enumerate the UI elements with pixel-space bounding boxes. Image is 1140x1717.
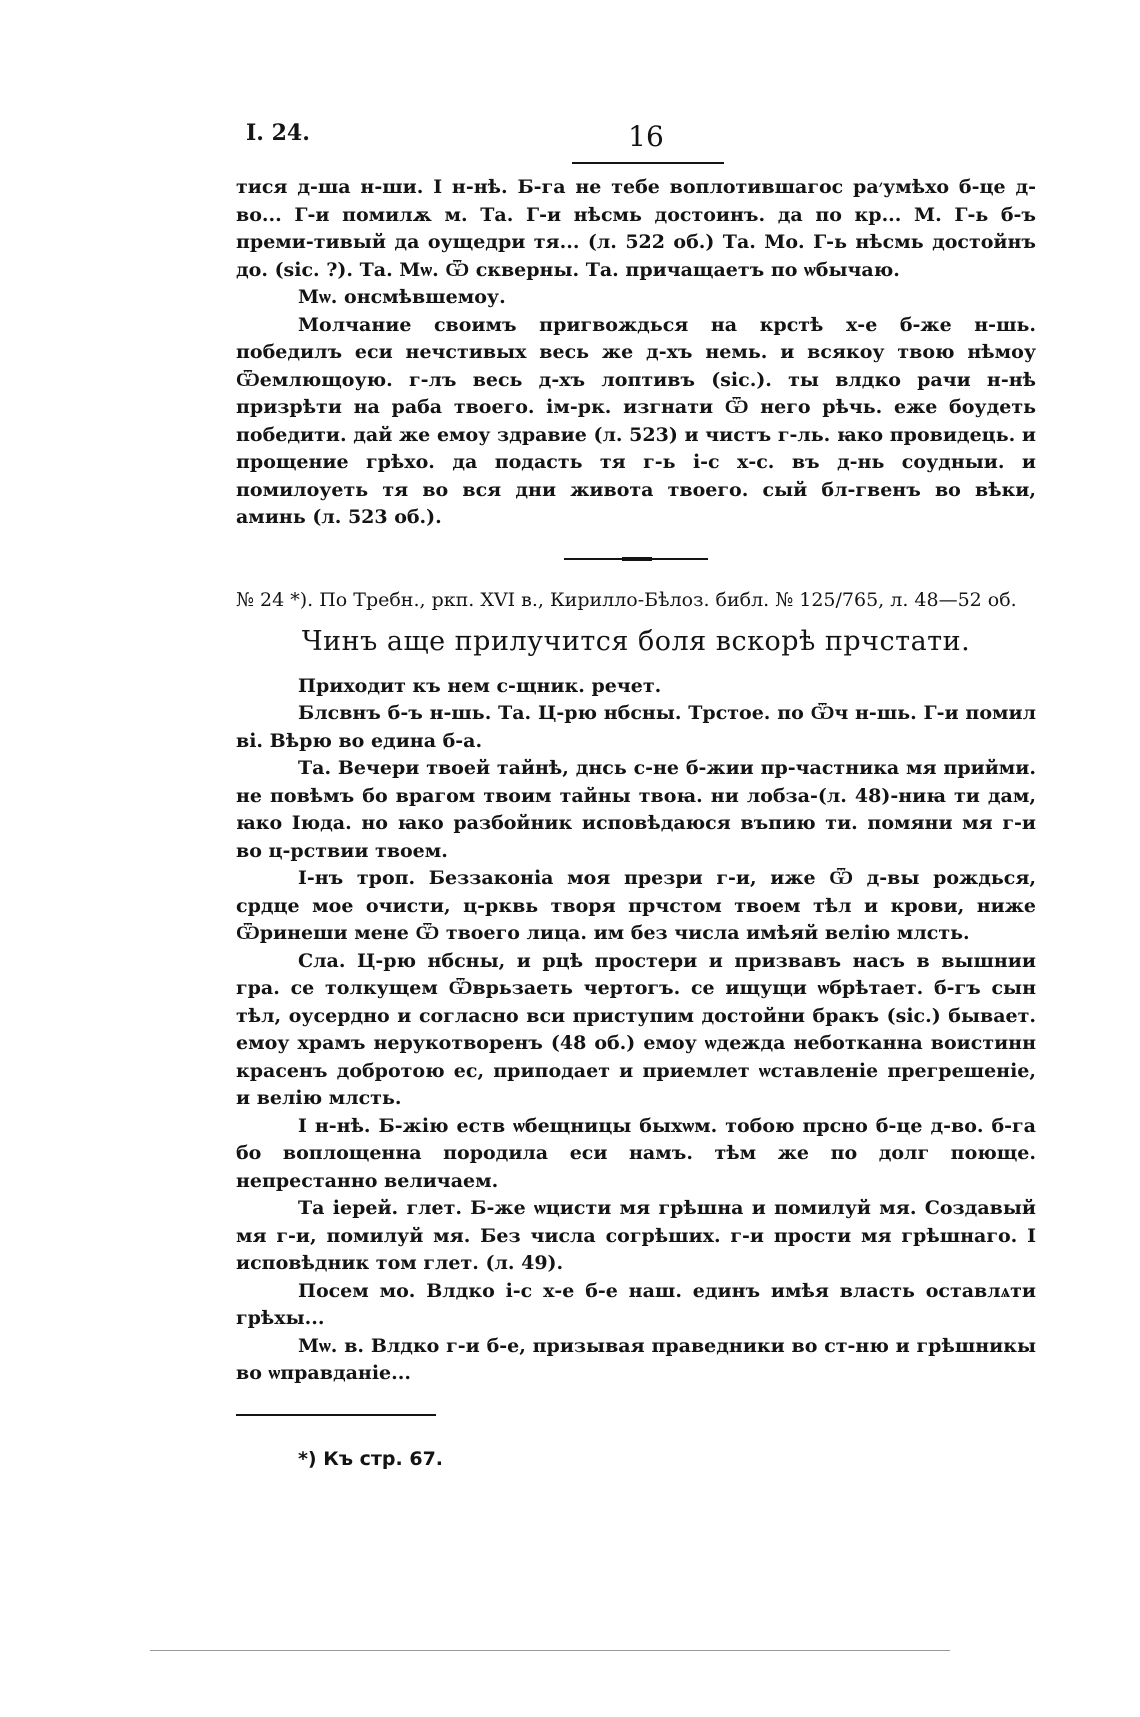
page-header	[236, 120, 1036, 170]
footnote: *) Къ стр. 67.	[298, 1447, 444, 1470]
paragraph: Приходит къ нем с-щник. речет.	[298, 674, 662, 697]
page-number: 16	[628, 120, 664, 153]
sheet-reference: I. 24.	[246, 120, 310, 146]
paragraph: І н-нѣ. Б-жію еств ѡбещницы быхѡм. тобою прсно б-це д-во. б-га бо воплощенна породила еси намъ. тѣм же по долг поюще. непрестанно величаем.	[236, 1114, 1036, 1192]
source-citation: № 24 *). По Требн., ркп. XVI в., Кирилло-Бѣлоз. библ. № 125/765, л. 48—52 об.	[236, 588, 1017, 611]
text-block-1	[236, 174, 1036, 532]
section-separator	[564, 558, 708, 560]
paragraph: Та. Вечери твоей тайнѣ, днсь с-не б-жии пр-частника мя прийми. не повѣмъ бо врагом твоим тайны твоꙗ. ни лобза-(л. 48)-ниꙗ ти дам, ꙗко Іюда. но ꙗко разбойник исповѣдаюся въпию ти. помяни мя г-и во ц-рствии твоем.	[236, 757, 1036, 862]
paragraph: Та іерей. глет. Б-же ѡцисти мя грѣшна и помилуй мя. Создавый мя г-и, помилуй мя. Без числа согрѣших. г-и прости мя грѣшнаго. І исповѣдник том глет. (л. 49).	[236, 1197, 1036, 1274]
paragraph: Мѡ. в. Влдко г-и б-е, призывая праведники во ст-ню и грѣшникы во ѡправданіе...	[236, 1334, 1036, 1384]
document-page	[236, 120, 1036, 1470]
paragraph: тися д-ша н-ши. I н-нѣ. Б-га не тебе воплотившагоc ра׳умѣхо б-це д-во... Г-и помилѫ м. Та. Г-и нѣсмь достоинъ. да по кр... М. Г-ь б-ъ преми-тивый да оущедри тя... (л. 522 об.) Та. Мо. Г-ь нѣсмь достойнъ до. (sic. ?). Та. Мѡ. Ѿ скверны. Та. причащаетъ по ѡбычаю.	[236, 176, 1036, 281]
section-heading: Чинъ аще прилучится боля вскорѣ прчстати.	[301, 625, 971, 657]
paragraph: Сла. Ц-рю нбсны, и рцѣ простери и призвавъ насъ в вышнии гра. се толкущем Ѿврьзаеть чертогъ. се ищущи ѡбрѣтает. б-гъ сын тѣл, оусердно и согласно вси приступим достойни бракъ (sic.) бывает. емоу храмъ нерукотворенъ (48 об.) емоу ѡдежда неботканна воистинн красенъ добротою ес, приподает и приемлет ѡставленіе прегрешеніе, и велію млсть.	[236, 949, 1036, 1109]
page-number-underline	[572, 162, 724, 164]
paragraph: І-нъ троп. Беззаконіа моя презри г-и, иже Ѿ д-вы рождься, срдце мое очисти, ц-рквь творя прчстом твоем тѣл и крови, ниже Ѿринеши мене Ѿ твоего лица. им без числа имѣяй велію млсть.	[236, 867, 1036, 944]
paragraph: Молчание своимъ пригвождься на крстѣ х-е б-же н-шь. победилъ еси нечстивых весь же д-хъ немь. и всякоу твою нѣмоу Ѿемлющоую. г-лъ весь д-хъ лоптивъ (sic.). ты влдко рачи н-нѣ призрѣти на раба твоего. ім-рк. изгнати Ѿ него рѣчь. еже боудеть победити. дай же емоу здравие (л. 523) и чистъ г-ль. ꙗко провидець. и прощение грѣхо. да подасть тя г-ь і-с х-с. въ д-нь соудныи. и помилоуеть тя во вся дни живота твоего. сый бл-гвенъ во вѣки, аминь (л. 523 об.).	[236, 313, 1036, 528]
paragraph: Посем мо. Влдко і-с х-е б-е наш. единъ имѣя власть оставлѧти грѣхы...	[236, 1279, 1036, 1329]
paragraph: Мѡ. онсмѣвшемоу.	[298, 286, 506, 308]
footnote-rule	[236, 1414, 436, 1416]
text-block-2	[236, 673, 1036, 1388]
scan-edge-line	[150, 1650, 950, 1651]
paragraph: Блсвнъ б-ъ н-шь. Та. Ц-рю нбсны. Трстое. по Ѿч н-шь. Г-и помил ві. Вѣрю во едина б-а.	[236, 702, 1036, 752]
